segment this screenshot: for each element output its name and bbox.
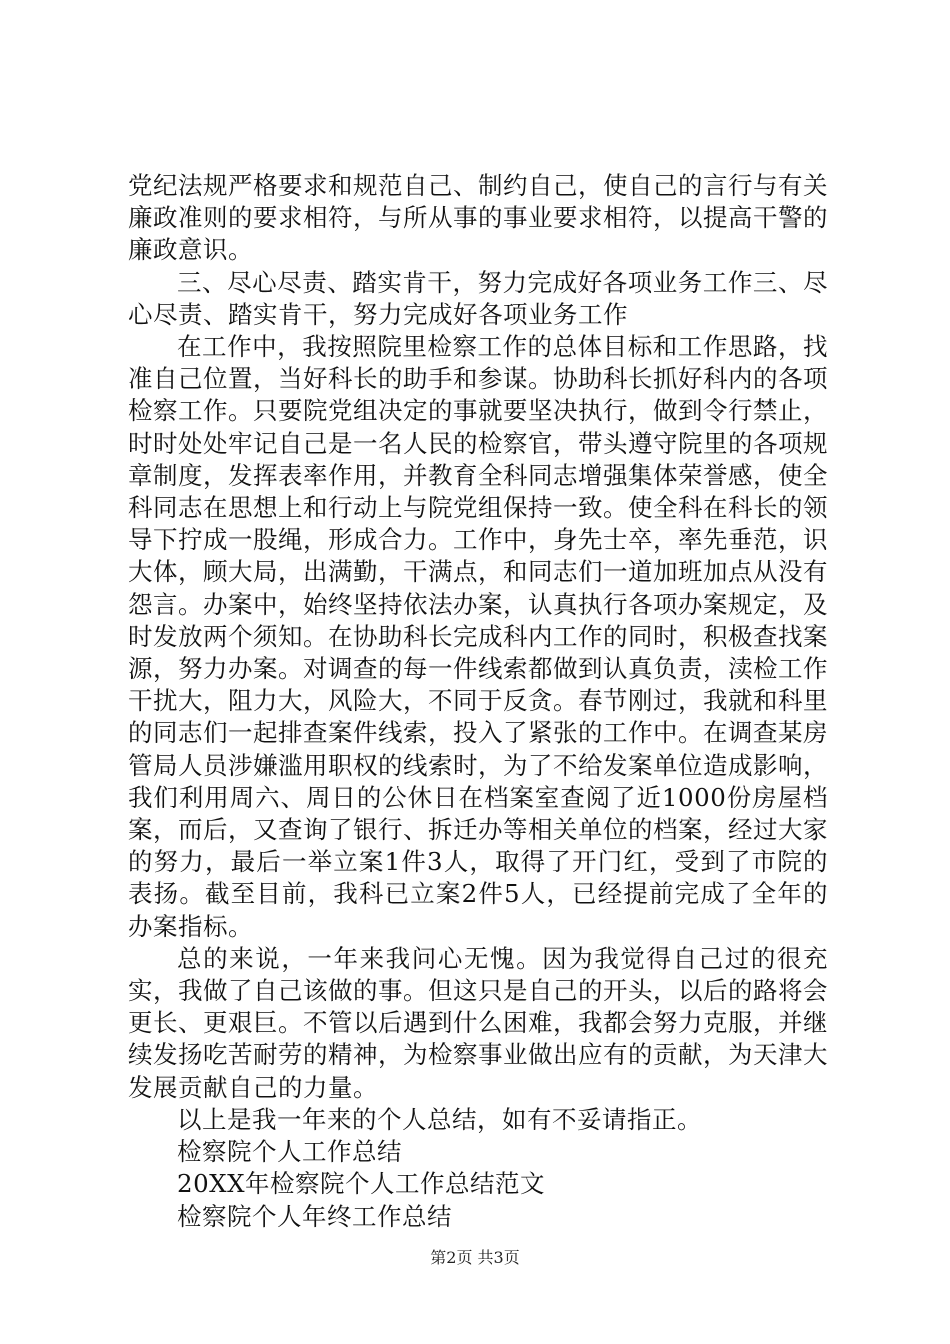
paragraph-closing: 以上是我一年来的个人总结，如有不妥请指正。 bbox=[177, 1104, 702, 1134]
related-title-1: 检察院个人工作总结 bbox=[177, 1137, 402, 1167]
page-number: 第2页 共3页 bbox=[430, 1248, 520, 1267]
related-title-2: 20XX年检察院个人工作总结范文 bbox=[177, 1169, 546, 1199]
related-title-3: 检察院个人年终工作总结 bbox=[177, 1201, 452, 1231]
section-heading: 三、尽心尽责、踏实肯干，努力完成好各项业务工作三、尽心尽责、踏实肯干，努力完成好各项业务工作 bbox=[128, 267, 828, 329]
document-body bbox=[128, 170, 828, 1233]
paragraph-work: 在工作中，我按照院里检察工作的总体目标和工作思路，找准自己位置，当好科长的助手和参谋。协助科长抓好科内的各项检察工作。只要院党组决定的事就要坚决执行，做到令行禁止，时时处处牢记自己是一名人民的检察官，带头遵守院里的各项规章制度，发挥表率作用，并教育全科同志增强集体荣誉感，使全科同志在思想上和行动上与院党组保持一致。使全科在科长的领导下拧成一股绳，形成合力。工作中，身先士卒，率先垂范，识大体，顾大局，出满勤，干满点，和同志们一道加班加点从没有怨言。办案中，始终坚持依法办案，认真执行各项办案规定，及时发放两个须知。在协助科长完成科内工作的同时，积极查找案源，努力办案。对调查的每一件线索都做到认真负责，渎检工作干扰大，阻力大，风险大，不同于反贪。春节刚过，我就和科里的同志们一起排查案件线索，投入了紧张的工作中。在调查某房管局人员涉嫌滥用职权的线索时，为了不给发案单位造成影响，我们利用周六、周日的公休日在档案室查阅了近1000份房屋档案，而后，又查询了银行、拆迁办等相关单位的档案，经过大家的努力，最后一举立案1件3人，取得了开门红，受到了市院的表扬。截至目前，我科已立案2件5人，已经提前完成了全年的办案指标。 bbox=[128, 332, 828, 941]
paragraph-continuation: 党纪法规严格要求和规范自己、制约自己，使自己的言行与有关廉政准则的要求相符，与所从事的事业要求相符，以提高干警的廉政意识。 bbox=[128, 171, 828, 265]
paragraph-summary: 总的来说，一年来我问心无愧。因为我觉得自己过的很充实，我做了自己该做的事。但这只是自己的开头，以后的路将会更长、更艰巨。不管以后遇到什么困难，我都会努力克服，并继续发扬吃苦耐劳的精神，为检察事业做出应有的贡献，为天津大发展贡献自己的力量。 bbox=[128, 943, 828, 1102]
